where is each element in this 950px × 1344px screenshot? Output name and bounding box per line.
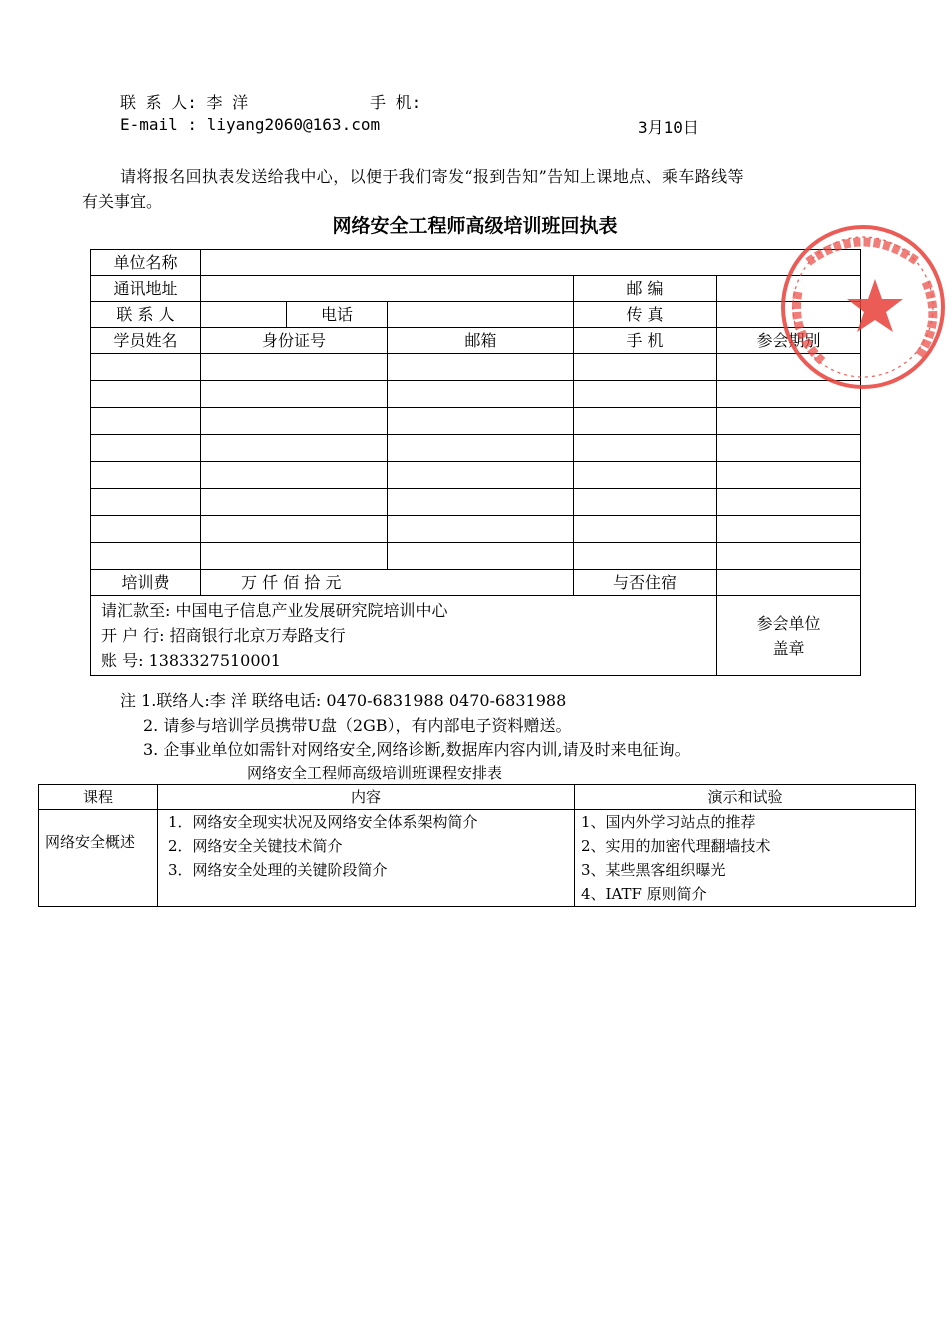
cell[interactable] [91,489,201,516]
intro-line-2: 有关事宜。 [82,192,163,211]
postcode-label: 邮 编 [574,276,717,302]
course-header-course: 课程 [39,785,158,810]
cell[interactable] [717,543,861,570]
contact-email-label: E-mail : [120,115,198,134]
unit-name-label: 单位名称 [91,250,201,276]
cell[interactable] [574,381,717,408]
list-item: 3．网络安全处理的关键阶段简介 [168,861,388,879]
list-item: 3、某些黑客组织曝光 [581,861,726,879]
table-row [91,408,861,435]
address-field[interactable] [201,276,574,302]
cell[interactable] [574,543,717,570]
course-header-demo: 演示和试验 [575,785,916,810]
tel-field[interactable] [388,302,574,328]
cell[interactable] [91,435,201,462]
table-row [91,381,861,408]
list-item: 2、实用的加密代理翻墙技术 [581,837,771,855]
course-content [158,810,575,907]
seal-line-2: 盖章 [772,638,805,658]
form-title: 网络安全工程师高级培训班回执表 [332,215,618,237]
cell[interactable] [388,435,574,462]
cell[interactable] [388,462,574,489]
contact-email-value[interactable]: liyang2060@163.com [206,115,381,134]
note-1: 注 1.联络人:李 洋 联络电话: 0470-6831988 0470-6831988 [120,691,567,710]
col-header-name: 学员姓名 [91,328,201,354]
contact-phone-label: 手 机: [370,93,422,112]
note-2: 2. 请参与培训学员携带U盘（2GB），有内部电子资料赠送。 [143,716,572,735]
fax-label: 传 真 [574,302,717,328]
list-item: 2．网络安全关键技术简介 [168,837,343,855]
cell[interactable] [91,354,201,381]
cell[interactable] [717,462,861,489]
cell[interactable] [717,489,861,516]
fee-units[interactable]: 万 仟 佰 拾 元 [201,570,574,596]
cell[interactable] [574,435,717,462]
cell[interactable] [717,408,861,435]
contact-date: 3月10日 [638,118,699,137]
cell[interactable] [574,408,717,435]
intro-line-1: 请将报名回执表发送给我中心，以便于我们寄发“报到告知”告知上课地点、乘车路线等 [120,167,744,186]
cell[interactable] [201,462,388,489]
contact-person-name: 李 洋 [206,93,249,112]
seal-cell [717,596,861,676]
cell[interactable] [201,381,388,408]
cell[interactable] [388,543,574,570]
cell[interactable] [201,489,388,516]
cell[interactable] [388,354,574,381]
table-row [91,354,861,381]
contact-person-label: 联 系 人: [120,93,197,112]
contact-label: 联 系 人 [91,302,201,328]
cell[interactable] [574,516,717,543]
table-row [91,435,861,462]
cell[interactable] [201,435,388,462]
cell[interactable] [574,354,717,381]
col-header-session: 参会期别 [717,328,861,354]
course-table [38,784,916,907]
list-item: 4、IATF 原则简介 [581,885,707,903]
cell[interactable] [717,435,861,462]
remit-to: 请汇款至: 中国电子信息产业发展研究院培训中心 [101,601,448,620]
fee-label: 培训费 [91,570,201,596]
note-3: 3. 企事业单位如需针对网络安全,网络诊断,数据库内容内训,请及时来电征询。 [143,740,691,759]
table-row [91,462,861,489]
cell[interactable] [91,381,201,408]
seal-line-1: 参会单位 [756,613,821,633]
account-number: 账 号: 1383327510001 [101,651,281,670]
cell[interactable] [91,462,201,489]
course-header-content: 内容 [158,785,575,810]
col-header-email: 邮箱 [388,328,574,354]
cell[interactable] [201,516,388,543]
cell[interactable] [91,516,201,543]
cell[interactable] [388,489,574,516]
tel-label: 电话 [287,302,388,328]
cell[interactable] [388,381,574,408]
cell[interactable] [574,489,717,516]
cell[interactable] [201,408,388,435]
lodging-label: 与否住宿 [574,570,717,596]
col-header-id: 身份证号 [201,328,388,354]
cell[interactable] [717,516,861,543]
course-name: 网络安全概述 [39,810,158,907]
table-row [91,489,861,516]
contact-person [120,90,248,113]
table-row [91,543,861,570]
bank-info [91,596,717,676]
contact-email [120,115,380,134]
address-label: 通讯地址 [91,276,201,302]
cell[interactable] [388,516,574,543]
contact-field[interactable] [201,302,287,328]
lodging-field[interactable] [717,570,861,596]
cell[interactable] [201,354,388,381]
cell[interactable] [201,543,388,570]
course-table-title: 网络安全工程师高级培训班课程安排表 [247,764,503,782]
receipt-form-table [90,249,861,676]
course-demo [575,810,916,907]
list-item: 1、国内外学习站点的推荐 [581,813,756,831]
red-stamp-icon [778,222,948,392]
cell[interactable] [91,543,201,570]
table-row [91,516,861,543]
list-item: 1．网络安全现实状况及网络安全体系架构简介 [168,813,478,831]
col-header-mobile: 手 机 [574,328,717,354]
cell[interactable] [574,462,717,489]
table-row [39,810,916,907]
cell[interactable] [91,408,201,435]
cell[interactable] [388,408,574,435]
bank-name: 开 户 行: 招商银行北京万寿路支行 [101,626,346,645]
unit-name-field[interactable] [201,250,861,276]
